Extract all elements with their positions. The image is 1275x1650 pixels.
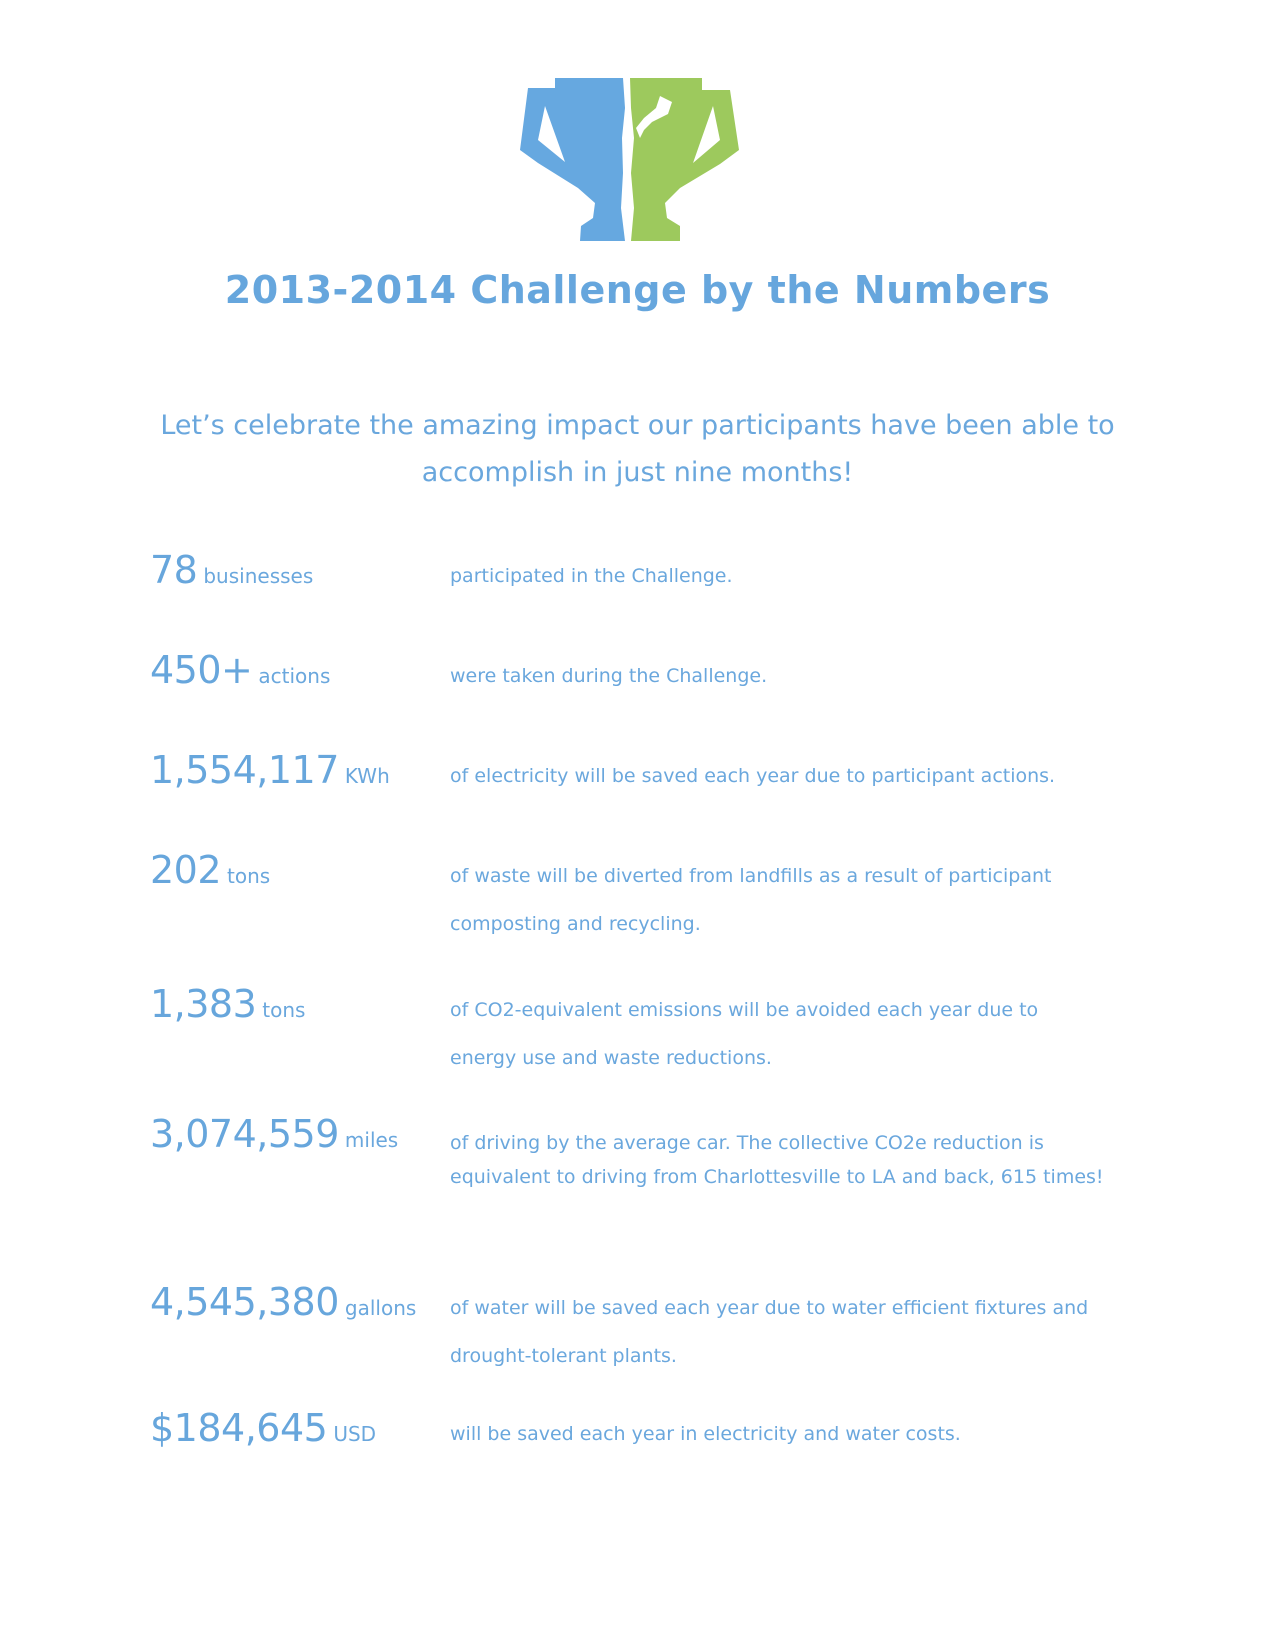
stat-figure (150, 1112, 398, 1156)
trophy-right-half (630, 78, 739, 241)
stat-description: will be saved each year in electricity and water costs. (450, 1423, 961, 1445)
stat-unit: miles (344, 1128, 399, 1152)
stat-description: of driving by the average car. The collective CO2e reduction is equivalent to driving from Charlottesville to LA and back, 615 times! (450, 1132, 1104, 1188)
stat-figure (150, 748, 390, 792)
stat-number: 78 (150, 548, 198, 592)
stat-number: 202 (150, 848, 222, 892)
stat-number: 1,383 (150, 982, 257, 1026)
stat-number: 4,545,380 (150, 1280, 339, 1324)
stat-number: 3,074,559 (150, 1112, 339, 1156)
stat-unit: businesses (203, 564, 314, 588)
stat-unit: actions (258, 664, 331, 688)
stat-number: 450+ (150, 648, 253, 692)
stat-unit: tons (262, 998, 306, 1022)
stat-figure (150, 1406, 376, 1450)
stat-description: of electricity will be saved each year due to participant actions. (450, 765, 1056, 787)
stat-description: participated in the Challenge. (450, 565, 733, 587)
intro-text: Let’s celebrate the amazing impact our participants have been able to accomplish in just nine months! (160, 410, 1115, 488)
trophy-left-half (520, 78, 625, 241)
stat-figure (150, 982, 305, 1026)
stat-figure (150, 648, 330, 692)
stat-description: were taken during the Challenge. (450, 665, 768, 687)
stat-description: of CO2-equivalent emissions will be avoided each year due to energy use and waste reductions. (450, 999, 1039, 1069)
stat-figure (150, 548, 313, 592)
page-title: 2013-2014 Challenge by the Numbers (224, 268, 1051, 312)
trophy-icon (520, 78, 745, 241)
stat-unit: tons (227, 864, 271, 888)
stat-figure (150, 848, 270, 892)
stat-unit: USD (333, 1422, 377, 1446)
stat-description: of waste will be diverted from landfills as a result of participant composting and recycling. (450, 865, 1052, 935)
stat-unit: KWh (344, 764, 390, 788)
stat-number: $184,645 (150, 1406, 328, 1450)
stat-description: of water will be saved each year due to water efficient fixtures and drought-tolerant plants. (450, 1297, 1089, 1367)
stat-unit: gallons (344, 1296, 417, 1320)
stat-number: 1,554,117 (150, 748, 339, 792)
stat-figure (150, 1280, 416, 1324)
